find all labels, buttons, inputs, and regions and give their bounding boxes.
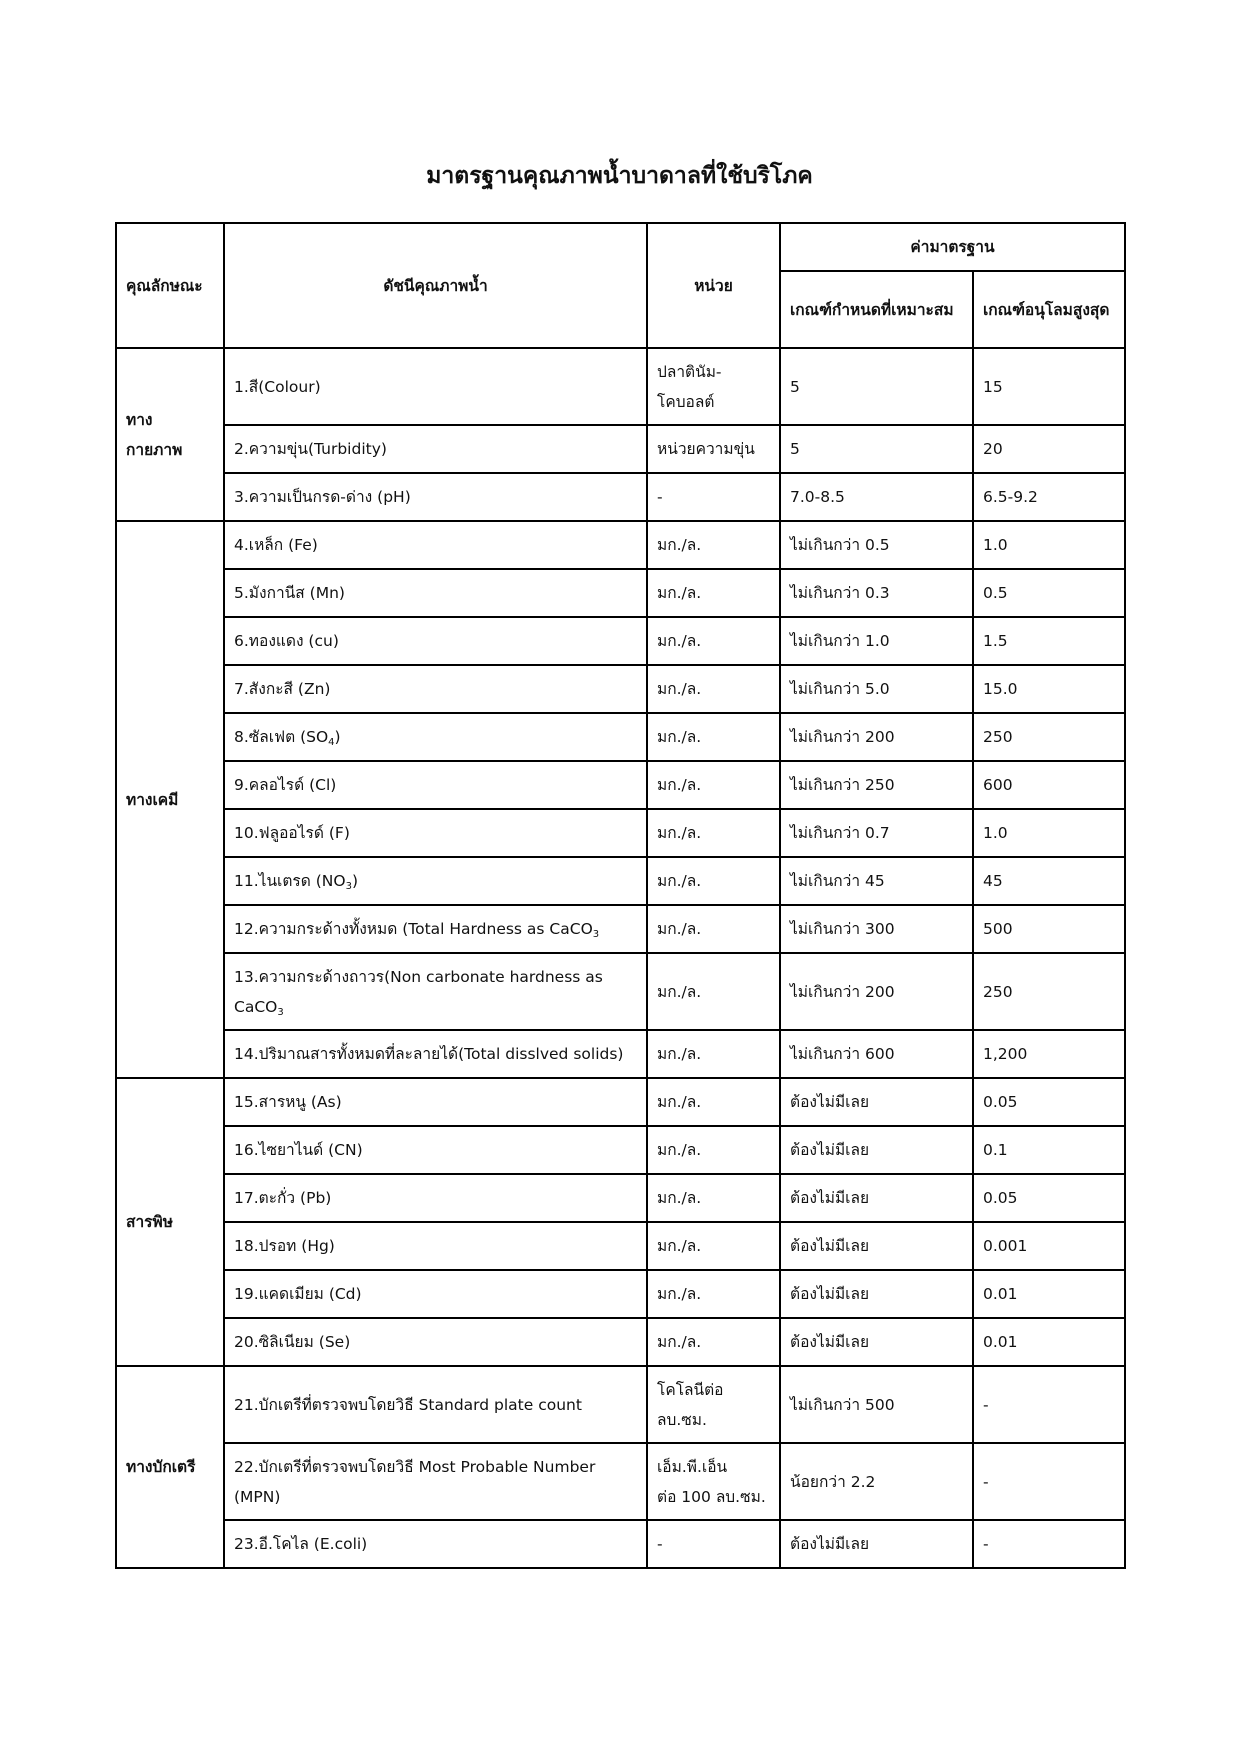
parameter-cell	[224, 473, 647, 521]
parameter-name: 23.อี.โคไล (E.coli)	[234, 1535, 368, 1553]
max-value-cell: 250	[973, 713, 1125, 761]
parameter-cell	[224, 1318, 647, 1366]
parameter-name: 20.ซิลิเนียม (Se)	[234, 1333, 351, 1351]
table-row	[116, 1126, 1125, 1174]
suitable-value-cell: ต้องไม่มีเลย	[780, 1126, 973, 1174]
unit-cell: มก./ล.	[647, 665, 780, 713]
unit-cell: มก./ล.	[647, 713, 780, 761]
unit-cell: มก./ล.	[647, 1030, 780, 1078]
max-value-cell: 0.01	[973, 1318, 1125, 1366]
unit-cell: มก./ล.	[647, 1078, 780, 1126]
max-value-cell: 0.1	[973, 1126, 1125, 1174]
table-row	[116, 761, 1125, 809]
unit-cell: มก./ล.	[647, 569, 780, 617]
suitable-value-cell: ต้องไม่มีเลย	[780, 1318, 973, 1366]
parameter-cell	[224, 857, 647, 905]
suitable-value-cell: ไม่เกินกว่า 5.0	[780, 665, 973, 713]
unit-cell: มก./ล.	[647, 953, 780, 1030]
suitable-value-cell: ไม่เกินกว่า 0.3	[780, 569, 973, 617]
parameter-name: 9.คลอไรด์ (Cl)	[234, 776, 337, 794]
unit-cell: มก./ล.	[647, 1126, 780, 1174]
parameter-cell	[224, 1174, 647, 1222]
parameter-cell	[224, 905, 647, 953]
suitable-value-cell: ต้องไม่มีเลย	[780, 1174, 973, 1222]
parameter-name: 7.สังกะสี (Zn)	[234, 680, 331, 698]
table-row	[116, 1366, 1125, 1443]
unit-cell: มก./ล.	[647, 809, 780, 857]
max-value-cell: 15.0	[973, 665, 1125, 713]
table-row	[116, 1443, 1125, 1520]
table-row	[116, 1520, 1125, 1568]
parameter-name: 1.สี(Colour)	[234, 377, 321, 396]
suitable-value-cell: ไม่เกินกว่า 500	[780, 1366, 973, 1443]
parameter-cell	[224, 713, 647, 761]
unit-cell: มก./ล.	[647, 1222, 780, 1270]
parameter-cell	[224, 1520, 647, 1568]
water-standards-table	[115, 222, 1126, 1569]
category-cell: ทางบักเตรี	[116, 1366, 224, 1568]
header-max-allowed: เกณฑ์อนุโลมสูงสุด	[973, 271, 1125, 348]
unit-cell: โคโลนีต่อ ลบ.ซม.	[647, 1366, 780, 1443]
parameter-tail: )	[334, 728, 341, 746]
suitable-value-cell: ไม่เกินกว่า 200	[780, 713, 973, 761]
parameter-cell	[224, 1030, 647, 1078]
parameter-cell	[224, 665, 647, 713]
table-row	[116, 1078, 1125, 1126]
parameter-name: 11.ไนเตรด (NO	[234, 872, 346, 890]
parameter-name: 15.สารหนู (As)	[234, 1093, 342, 1111]
suitable-value-cell: ไม่เกินกว่า 200	[780, 953, 973, 1030]
suitable-value-cell: 7.0-8.5	[780, 473, 973, 521]
table-row	[116, 473, 1125, 521]
parameter-name: 22.บักเตรีที่ตรวจพบโดยวิธี Most Probable Number (MPN)	[234, 1457, 596, 1506]
suitable-value-cell: น้อยกว่า 2.2	[780, 1443, 973, 1520]
max-value-cell: 1.0	[973, 521, 1125, 569]
category-cell: สารพิษ	[116, 1078, 224, 1366]
parameter-subscript: 4	[328, 737, 335, 748]
unit-cell: เอ็ม.พี.เอ็น ต่อ 100 ลบ.ซม.	[647, 1443, 780, 1520]
parameter-cell	[224, 1270, 647, 1318]
parameter-name: 16.ไซยาไนด์ (CN)	[234, 1141, 363, 1159]
page-title: มาตรฐานคุณภาพน้ำบาดาลที่ใช้บริโภค	[426, 163, 813, 189]
parameter-cell	[224, 1126, 647, 1174]
parameter-name: 10.ฟลูออไรด์ (F)	[234, 824, 350, 842]
suitable-value-cell: ไม่เกินกว่า 1.0	[780, 617, 973, 665]
table-row	[116, 348, 1125, 425]
header-unit: หน่วย	[647, 223, 780, 348]
parameter-cell	[224, 1366, 647, 1443]
parameter-subscript: 3	[277, 1006, 284, 1018]
parameter-name: 12.ความกระด้างทั้งหมด (Total Hardness as CaCO	[234, 920, 593, 938]
table-row	[116, 569, 1125, 617]
unit-cell: มก./ล.	[647, 521, 780, 569]
suitable-value-cell: ไม่เกินกว่า 300	[780, 905, 973, 953]
header-index: ดัชนีคุณภาพน้ำ	[224, 223, 647, 348]
unit-cell: มก./ล.	[647, 905, 780, 953]
unit-cell: มก./ล.	[647, 617, 780, 665]
max-value-cell: 45	[973, 857, 1125, 905]
parameter-subscript: 3	[345, 881, 352, 892]
suitable-value-cell: ต้องไม่มีเลย	[780, 1222, 973, 1270]
max-value-cell: 1.5	[973, 617, 1125, 665]
parameter-cell	[224, 569, 647, 617]
table-row	[116, 1318, 1125, 1366]
parameter-name: 8.ซัลเฟต (SO	[234, 728, 329, 746]
parameter-cell	[224, 425, 647, 473]
table-row	[116, 809, 1125, 857]
suitable-value-cell: ไม่เกินกว่า 250	[780, 761, 973, 809]
max-value-cell: 6.5-9.2	[973, 473, 1125, 521]
suitable-value-cell: 5	[780, 425, 973, 473]
unit-cell: มก./ล.	[647, 857, 780, 905]
parameter-name: 17.ตะกั่ว (Pb)	[234, 1189, 332, 1207]
max-value-cell: 1,200	[973, 1030, 1125, 1078]
parameter-cell	[224, 809, 647, 857]
table-row	[116, 665, 1125, 713]
parameter-cell	[224, 1222, 647, 1270]
header-suitable: เกณฑ์กำหนดที่เหมาะสม	[780, 271, 973, 348]
unit-cell: มก./ล.	[647, 1174, 780, 1222]
max-value-cell: -	[973, 1443, 1125, 1520]
table-row	[116, 1174, 1125, 1222]
unit-cell: ปลาตินัม- โคบอลต์	[647, 348, 780, 425]
max-value-cell: 15	[973, 348, 1125, 425]
table-row	[116, 1222, 1125, 1270]
max-value-cell: 0.05	[973, 1078, 1125, 1126]
parameter-cell	[224, 617, 647, 665]
parameter-name: 18.ปรอท (Hg)	[234, 1237, 335, 1255]
category-cell: ทางเคมี	[116, 521, 224, 1078]
parameter-name: 2.ความขุ่น(Turbidity)	[234, 440, 387, 458]
table-row	[116, 425, 1125, 473]
parameter-name: 5.มังกานีส (Mn)	[234, 584, 345, 602]
suitable-value-cell: ต้องไม่มีเลย	[780, 1520, 973, 1568]
max-value-cell: 0.5	[973, 569, 1125, 617]
parameter-name: 13.ความกระด้างถาวร(Non carbonate hardness as CaCO	[234, 967, 603, 1016]
unit-cell: มก./ล.	[647, 761, 780, 809]
max-value-cell: -	[973, 1366, 1125, 1443]
table-body	[116, 348, 1125, 1568]
table-row	[116, 857, 1125, 905]
parameter-name: 21.บักเตรีที่ตรวจพบโดยวิธี Standard plate count	[234, 1395, 582, 1414]
max-value-cell: -	[973, 1520, 1125, 1568]
table-row	[116, 1030, 1125, 1078]
max-value-cell: 0.001	[973, 1222, 1125, 1270]
parameter-cell	[224, 1443, 647, 1520]
parameter-name: 6.ทองแดง (cu)	[234, 632, 339, 650]
max-value-cell: 500	[973, 905, 1125, 953]
parameter-cell	[224, 348, 647, 425]
max-value-cell: 250	[973, 953, 1125, 1030]
suitable-value-cell: ต้องไม่มีเลย	[780, 1270, 973, 1318]
suitable-value-cell: ไม่เกินกว่า 0.5	[780, 521, 973, 569]
category-cell: ทาง กายภาพ	[116, 348, 224, 521]
parameter-tail: )	[351, 872, 359, 890]
header-standard: ค่ามาตรฐาน	[780, 223, 1125, 271]
table-row	[116, 617, 1125, 665]
parameter-name: 19.แคดเมียม (Cd)	[234, 1285, 362, 1303]
max-value-cell: 600	[973, 761, 1125, 809]
unit-cell: มก./ล.	[647, 1318, 780, 1366]
parameter-name: 14.ปริมาณสารทั้งหมดที่ละลายได้(Total disslved solids)	[234, 1045, 624, 1063]
unit-cell: -	[647, 1520, 780, 1568]
suitable-value-cell: 5	[780, 348, 973, 425]
unit-cell: หน่วยความขุ่น	[647, 425, 780, 473]
header-row-1	[116, 223, 1125, 271]
table-row	[116, 905, 1125, 953]
table-row	[116, 713, 1125, 761]
parameter-cell	[224, 521, 647, 569]
header-characteristic: คุณลักษณะ	[116, 223, 224, 348]
suitable-value-cell: ไม่เกินกว่า 600	[780, 1030, 973, 1078]
max-value-cell: 0.01	[973, 1270, 1125, 1318]
max-value-cell: 20	[973, 425, 1125, 473]
parameter-name: 3.ความเป็นกรด-ด่าง (pH)	[234, 488, 411, 506]
parameter-cell	[224, 1078, 647, 1126]
parameter-cell	[224, 761, 647, 809]
suitable-value-cell: ไม่เกินกว่า 0.7	[780, 809, 973, 857]
max-value-cell: 0.05	[973, 1174, 1125, 1222]
unit-cell: มก./ล.	[647, 1270, 780, 1318]
suitable-value-cell: ไม่เกินกว่า 45	[780, 857, 973, 905]
suitable-value-cell: ต้องไม่มีเลย	[780, 1078, 973, 1126]
parameter-subscript: 3	[592, 929, 600, 940]
parameter-cell	[224, 953, 647, 1030]
parameter-name: 4.เหล็ก (Fe)	[234, 536, 318, 554]
table-row	[116, 953, 1125, 1030]
table-row	[116, 1270, 1125, 1318]
table-row	[116, 521, 1125, 569]
unit-cell: -	[647, 473, 780, 521]
max-value-cell: 1.0	[973, 809, 1125, 857]
